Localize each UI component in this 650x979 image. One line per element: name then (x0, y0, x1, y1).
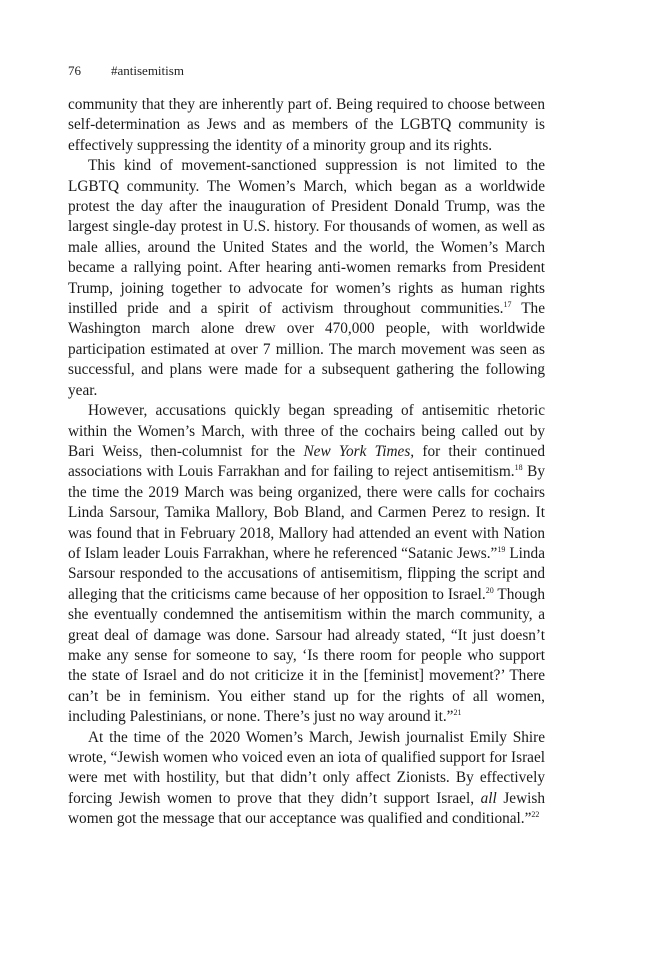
paragraph (68, 401, 545, 728)
footnote-ref: 18 (514, 463, 523, 473)
footnote-ref: 17 (503, 299, 512, 309)
footnote-ref: 22 (531, 810, 540, 820)
text-run: However, accusations quickly began spreading of antisemitic rhetoric within the Women’s March, with three of the cochairs being called out by Bari Weiss, then-columnist for the (68, 402, 545, 460)
text-run: community that they are inherently part of. Being required to choose between self-determination as Jews and as members of the LGBTQ community is effectively suppressing the identity of a minority group and its rights. (68, 96, 545, 154)
text-run: The Washington march alone drew over 470,000 people, with worldwide participation estimated at over 7 million. The march movement was seen as successful, and plans were made for a subsequent gathering the following year. (68, 300, 545, 399)
italic-text: all (480, 789, 497, 807)
paragraph (68, 95, 545, 156)
paragraph (68, 728, 545, 830)
text-run: By the time the 2019 March was being organized, there were calls for cochairs Linda Sarsour, Tamika Mallory, Bob Bland, and Carmen Perez to resign. It was found that in February 2018, Mallory had attended an event with Nation of Islam leader Louis Farrakhan, where he referenced “Satanic Jews.” (68, 463, 545, 562)
text-run: for their continued associations with Louis Farrakhan and for failing to reject antisemitism. (68, 442, 545, 481)
running-header (68, 62, 184, 80)
footnote-ref: 21 (453, 708, 462, 718)
text-run: Linda Sarsour responded to the accusations of antisemitism, flipping the script and alleging that the criticisms came because of her opposition to Israel. (68, 544, 545, 603)
text-run: Jewish women got the message that our acceptance was qualified and conditional.” (68, 789, 545, 828)
italic-text: New York Times, (303, 442, 415, 460)
text-run: Though she eventually condemned the antisemitism within the march community, a great deal of damage was done. Sarsour had already stated, “It just doesn’t make any sense for someone to say, ‘Is there room for people who support the state of Israel and do not criticize it in the [feminist] movement?’ There can’t be in feminism. You either stand up for the rights of all women, including Palestinians, or none. There’s just no way around it.” (68, 585, 546, 726)
running-title: #antisemitism (111, 63, 184, 78)
body-text (68, 95, 545, 830)
text-run: This kind of movement-sanctioned suppression is not limited to the LGBTQ community. The Women’s March, which began as a worldwide protest the day after the inauguration of President Donald Trump, was the largest single-day protest in U.S. history. For thousands of women, as well as male allies, around the United States and the world, the Women’s March became a rallying point. After hearing anti-women remarks from President Trump, joining together to advocate for women’s rights as human rights instilled pride and a spirit of activism throughout communities. (68, 157, 545, 318)
page-number: 76 (68, 63, 81, 78)
footnote-ref: 20 (485, 585, 494, 595)
footnote-ref: 19 (497, 544, 506, 554)
text-run: At the time of the 2020 Women’s March, Jewish journalist Emily Shire wrote, “Jewish women who voiced even an iota of qualified support for Israel were met with hostility, but that didn’t only affect Zionists. By effectively forcing Jewish women to prove that they didn’t support Israel, (68, 728, 545, 807)
paragraph (68, 156, 545, 401)
